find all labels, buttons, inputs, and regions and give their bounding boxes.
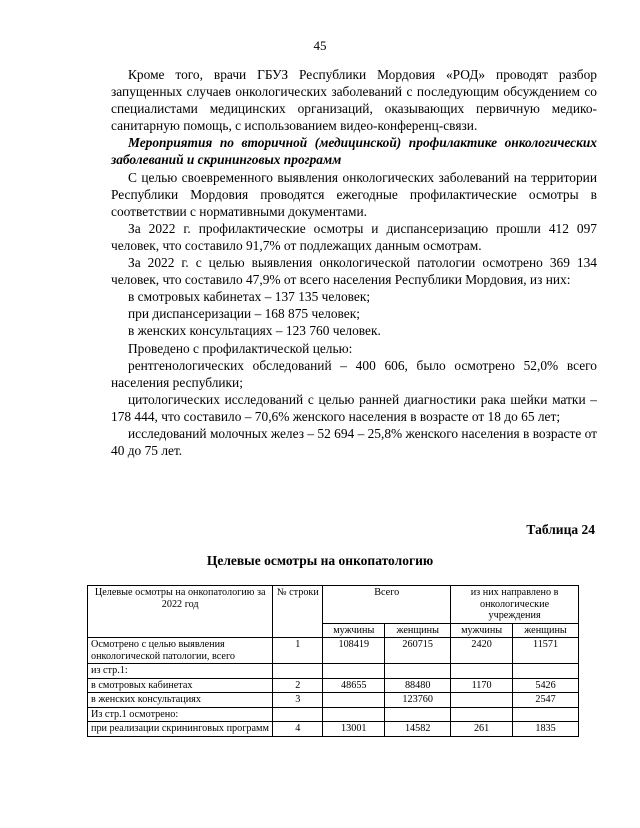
paragraph: исследований молочных желез – 52 694 – 25,8% женского населения в возрасте от 40 до 75 лет. bbox=[111, 425, 598, 459]
row-number bbox=[273, 707, 323, 722]
row-label: Из стр.1 осмотрено: bbox=[88, 707, 273, 722]
table-row bbox=[88, 707, 579, 722]
cell-women-referred: 2547 bbox=[513, 693, 579, 708]
cell-men-referred: 1170 bbox=[451, 678, 513, 693]
row-label: Осмотрено с целью выявления онкологической патологии, всего bbox=[88, 638, 273, 664]
cell-men: 108419 bbox=[323, 638, 385, 664]
row-label: в женских консультациях bbox=[88, 693, 273, 708]
cell-men bbox=[323, 707, 385, 722]
row-label: в смотровых кабинетах bbox=[88, 678, 273, 693]
cell-women-referred bbox=[513, 707, 579, 722]
header-row-number: № строки bbox=[273, 586, 323, 638]
paragraph: За 2022 г. профилактические осмотры и диспансеризацию прошли 412 097 человек, что составило 91,7% от подлежащих данным осмотрам. bbox=[111, 220, 597, 253]
page-number: 45 bbox=[313, 38, 327, 53]
paragraph: рентгенологических обследований – 400 606, было осмотрено 52,0% всего населения республики; bbox=[111, 357, 597, 390]
table-row bbox=[88, 638, 579, 664]
table-row bbox=[88, 722, 579, 737]
list-item: при диспансеризации – 168 875 человек; bbox=[128, 306, 360, 322]
header-women-referred: женщины bbox=[513, 623, 579, 638]
header-men: мужчины bbox=[323, 623, 385, 638]
cell-men-referred: 261 bbox=[451, 722, 513, 737]
header-total: Всего bbox=[323, 586, 451, 624]
screening-table bbox=[87, 585, 579, 737]
table-title: Целевые осмотры на онкопатологию bbox=[206, 553, 434, 568]
list-item: в смотровых кабинетах – 137 135 человек; bbox=[128, 289, 371, 305]
cell-men-referred bbox=[451, 707, 513, 722]
row-number: 2 bbox=[273, 678, 323, 693]
header-men-referred: мужчины bbox=[451, 623, 513, 638]
row-number bbox=[273, 664, 323, 679]
cell-men: 48655 bbox=[323, 678, 385, 693]
paragraph: Кроме того, врачи ГБУЗ Республики Мордовия «РОД» проводят разбор запущенных случаев онкологических заболеваний с последующим обсуждением со специалистами медицинских организаций, оказывающих первичную медико-санитарную помощь, с использованием видео-конференц-связи. bbox=[111, 67, 597, 134]
cell-women: 14582 bbox=[385, 722, 451, 737]
cell-women-referred: 11571 bbox=[513, 638, 579, 664]
cell-women-referred: 5426 bbox=[513, 678, 579, 693]
row-number: 4 bbox=[273, 722, 323, 737]
cell-men-referred: 2420 bbox=[451, 638, 513, 664]
header-women: женщины bbox=[385, 623, 451, 638]
row-label: при реализации скрининговых программ bbox=[88, 722, 273, 737]
cell-men-referred bbox=[451, 693, 513, 708]
section-heading: Мероприятия по вторичной (медицинской) профилактике онкологических заболеваний и скрининговых программ bbox=[111, 135, 597, 168]
body-text bbox=[111, 66, 597, 459]
cell-men bbox=[323, 664, 385, 679]
cell-women: 260715 bbox=[385, 638, 451, 664]
row-number: 1 bbox=[273, 638, 323, 664]
cell-women bbox=[385, 707, 451, 722]
cell-women-referred bbox=[513, 664, 579, 679]
table-row bbox=[88, 678, 579, 693]
cell-men: 13001 bbox=[323, 722, 385, 737]
table-row bbox=[88, 693, 579, 708]
cell-women-referred: 1835 bbox=[513, 722, 579, 737]
table-row bbox=[88, 664, 579, 679]
paragraph: Проведено с профилактической целью: bbox=[128, 340, 353, 356]
row-label: из стр.1: bbox=[88, 664, 273, 679]
paragraph: цитологических исследований с целью ранней диагностики рака шейки матки – 178 444, что составило – 70,6% женского населения в возрасте от 18 до 65 лет; bbox=[111, 391, 597, 424]
header-referred: из них направлено в онкологические учреждения bbox=[451, 586, 579, 624]
paragraph: За 2022 г. с целью выявления онкологической патологии осмотрено 369 134 человек, что составило 47,9% от всего населения Республики Мордовия, из них: bbox=[111, 255, 597, 288]
header-category: Целевые осмотры на онкопатологию за 2022 год bbox=[88, 586, 273, 638]
cell-men-referred bbox=[451, 664, 513, 679]
cell-men bbox=[323, 693, 385, 708]
cell-women bbox=[385, 664, 451, 679]
row-number: 3 bbox=[273, 693, 323, 708]
cell-women: 88480 bbox=[385, 678, 451, 693]
cell-women: 123760 bbox=[385, 693, 451, 708]
table-label: Таблица 24 bbox=[526, 522, 595, 537]
paragraph: С целью своевременного выявления онкологических заболеваний на территории Республики Мордовия проводятся ежегодные профилактические осмотры в соответствии с нормативными документами. bbox=[111, 169, 597, 219]
list-item: в женских консультациях – 123 760 человек. bbox=[128, 323, 381, 339]
